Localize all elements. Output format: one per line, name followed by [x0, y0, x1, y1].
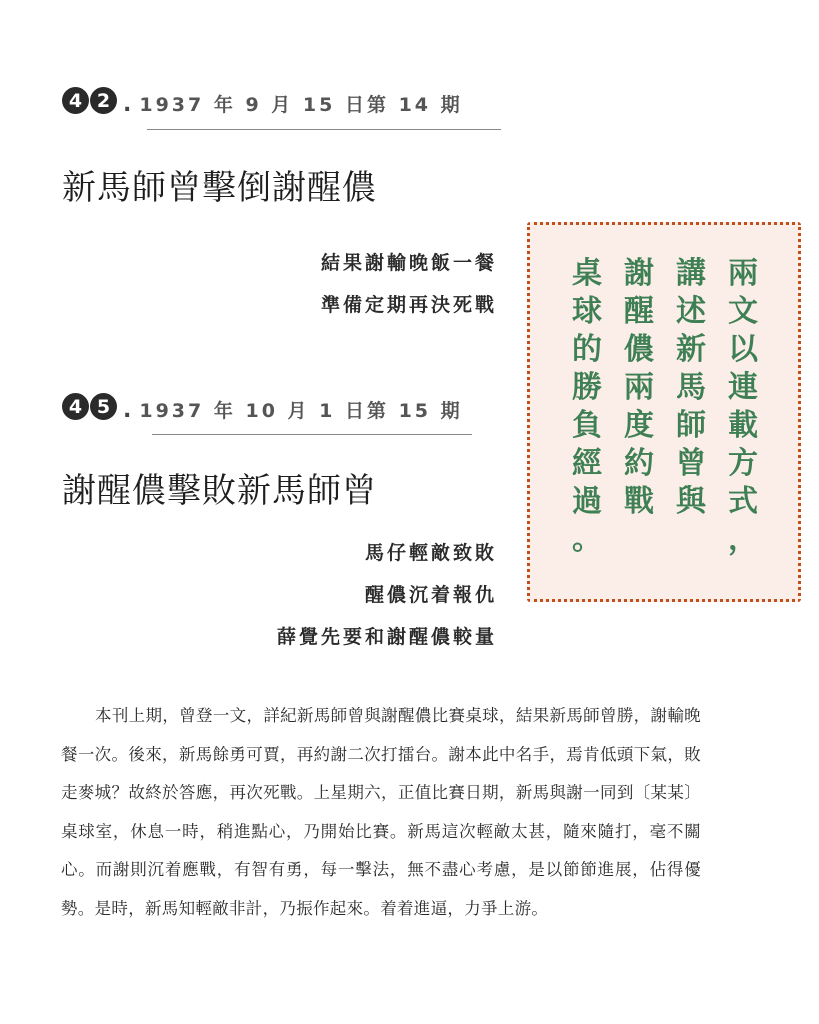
subtitle-line: 結果謝輸晚飯一餐 — [320, 252, 497, 274]
note-glyph: ， — [728, 522, 758, 557]
entry-number-badge: 4 — [62, 87, 89, 114]
note-glyph: 球 — [572, 294, 602, 329]
note-glyph: 的 — [572, 332, 602, 367]
article-subtitles — [321, 242, 497, 326]
note-glyph: 述 — [676, 294, 706, 329]
article-body: 本刊上期，曾登一文，詳紀新馬師曾與謝醒儂比賽桌球，結果新馬師曾勝，謝輸晚餐一次。後來，新馬餘勇可賈，再約謝二次打擂台。謝本此中名手，焉肯低頭下氣，敗走麥城？故終於答應，再次死戰。上星期六，正值比賽日期，新馬與謝一同到〔某某〕桌球室，休息一時，稍進點心，乃開始比賽。新馬這次輕敵太甚，隨來隨打，毫不關心。而謝則沉着應戰，有智有勇，每一擊法，無不盡心考慮，是以節節進展，佔得優勢。是時，新馬知輕敵非計，乃振作起來。着着進逼，力爭上游。 — [61, 706, 701, 918]
note-column — [674, 255, 708, 521]
note-glyph: 經 — [572, 446, 602, 481]
subtitle-line: 馬仔輕敵致敗 — [364, 542, 497, 564]
note-glyph: 儂 — [624, 332, 654, 367]
note-glyph: 文 — [728, 294, 758, 329]
note-glyph: 師 — [676, 408, 706, 443]
article-title: 新馬師曾擊倒謝醒儂 — [62, 168, 377, 208]
note-column — [622, 255, 656, 521]
entry-number-badge: 4 — [62, 393, 89, 420]
note-glyph: 方 — [728, 446, 758, 481]
subtitle-line: 準備定期再決死戰 — [320, 294, 497, 316]
note-glyph: 負 — [572, 408, 602, 443]
entry-number-badge: 5 — [90, 393, 117, 420]
note-glyph: 新 — [676, 332, 706, 367]
entry-date: 1937 年 10 月 1 日第 15 期 — [139, 400, 463, 422]
note-glyph: 曾 — [676, 446, 706, 481]
note-glyph: 連 — [728, 370, 758, 405]
note-glyph: 約 — [624, 446, 654, 481]
separator-dot: . — [123, 397, 132, 423]
note-glyph: 勝 — [572, 370, 602, 405]
entry-header-42 — [62, 87, 463, 117]
note-glyph: 式 — [728, 484, 758, 519]
divider-line — [147, 129, 501, 130]
note-glyph: 戰 — [624, 484, 654, 519]
note-glyph: 與 — [676, 484, 706, 519]
note-glyph: 度 — [624, 408, 654, 443]
note-glyph: 過 — [572, 484, 602, 519]
note-glyph: 桌 — [572, 256, 602, 291]
note-glyph: 謝 — [624, 256, 654, 291]
entry-number-badge: 2 — [90, 87, 117, 114]
note-glyph: 兩 — [728, 256, 758, 291]
note-column — [726, 255, 760, 559]
note-glyph: 。 — [572, 522, 602, 557]
subtitle-line: 醒儂沉着報仇 — [364, 584, 497, 606]
note-column — [570, 255, 604, 559]
note-glyph: 醒 — [624, 294, 654, 329]
separator-dot: . — [123, 91, 132, 117]
note-glyph: 兩 — [624, 370, 654, 405]
article-title: 謝醒儂擊敗新馬師曾 — [62, 471, 377, 511]
note-glyph: 講 — [676, 256, 706, 291]
entry-header-45 — [62, 393, 463, 423]
entry-date: 1937 年 9 月 15 日第 14 期 — [139, 94, 463, 116]
note-glyph: 以 — [728, 332, 758, 367]
divider-line — [152, 434, 472, 435]
editor-note-box — [527, 222, 801, 602]
note-glyph: 載 — [728, 408, 758, 443]
note-glyph: 馬 — [676, 370, 706, 405]
subtitle-line: 薛覺先要和謝醒儂較量 — [276, 626, 497, 648]
article-subtitles — [277, 532, 497, 658]
